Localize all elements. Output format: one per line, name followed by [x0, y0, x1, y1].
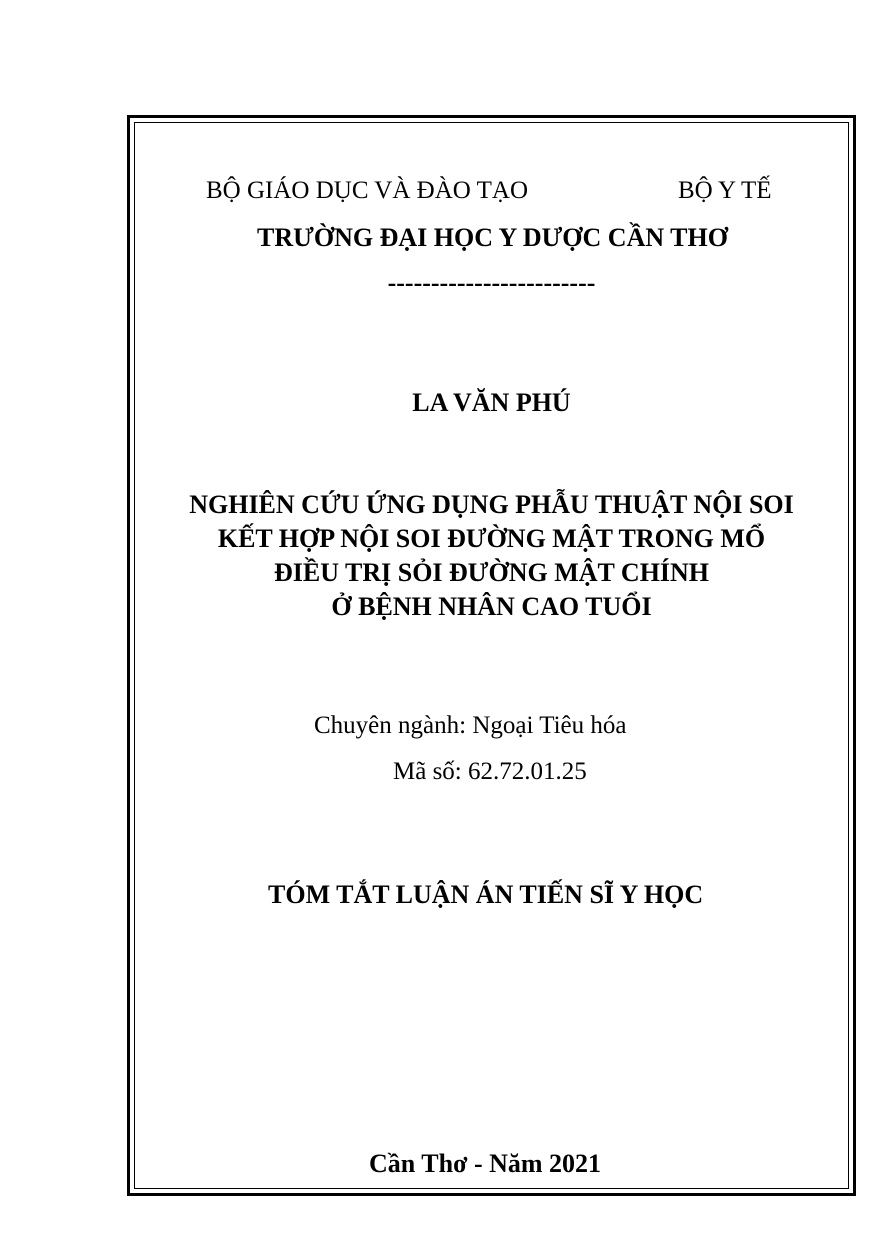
title-line-2: KẾT HỢP NỘI SOI ĐƯỜNG MẬT TRONG MỔ	[217, 524, 766, 553]
author-name: LA VĂN PHÚ	[412, 388, 571, 417]
specialty: Chuyên ngành: Ngoại Tiêu hóa	[314, 712, 627, 739]
ministry-health: BỘ Y TẾ	[678, 177, 772, 204]
title-line-4: Ở BỆNH NHÂN CAO TUỔI	[331, 592, 652, 621]
ministry-education: BỘ GIÁO DỤC VÀ ĐÀO TẠO	[206, 177, 528, 204]
thesis-title	[134, 488, 849, 624]
header-separator: ------------------------	[387, 268, 596, 297]
place-year: Cần Thơ - Năm 2021	[369, 1149, 602, 1178]
title-line-1: NGHIÊN CỨU ỨNG DỤNG PHẪU THUẬT NỘI SOI	[189, 490, 794, 519]
document-type: TÓM TẮT LUẬN ÁN TIẾN SĨ Y HỌC	[268, 880, 704, 909]
specialty-code: Mã số: 62.72.01.25	[393, 758, 587, 785]
university-name: TRƯỜNG ĐẠI HỌC Y DƯỢC CẦN THƠ	[257, 223, 728, 252]
title-line-3: ĐIỀU TRỊ SỎI ĐƯỜNG MẬT CHÍNH	[273, 558, 710, 587]
